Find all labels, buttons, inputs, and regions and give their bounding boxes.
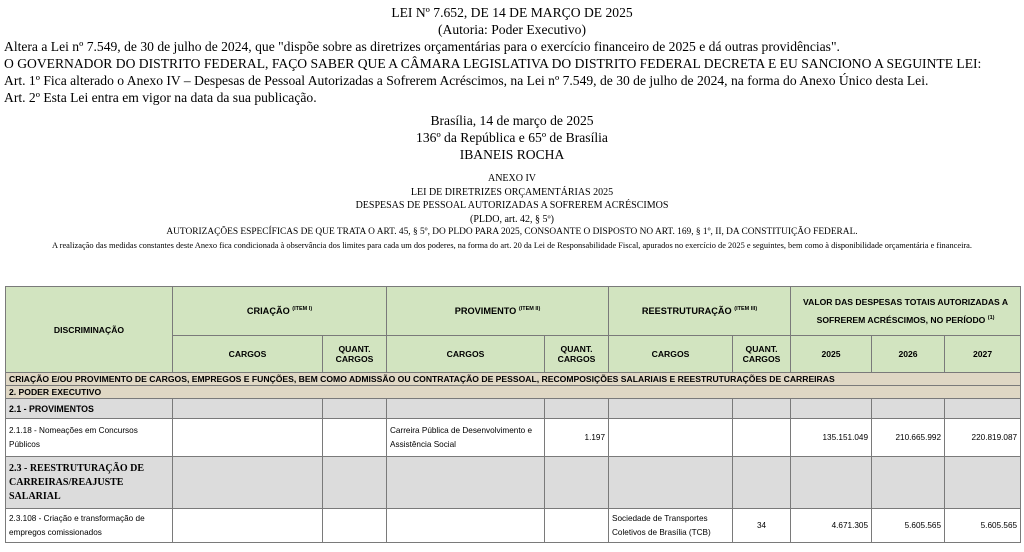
annex-header xyxy=(0,172,1024,240)
annex-title: ANEXO IV xyxy=(487,173,537,184)
header-valor-label: VALOR DAS DESPESAS TOTAIS AUTORIZADAS A SOFREREM ACRÉSCIMOS, NO PERÍODO xyxy=(803,297,1009,325)
header-valor xyxy=(791,287,1021,336)
row-2-1-18-provimento-cargo: Carreira Pública de Desenvolvimento e Assistência Social xyxy=(387,419,545,457)
header-reestruturacao-ref: (ITEM III) xyxy=(734,305,758,312)
row-2-3-108-value-2026: 5.605.565 xyxy=(872,509,945,543)
annex-subtitle-1: LEI DE DIRETRIZES ORÇAMENTÁRIAS 2025 xyxy=(410,186,614,198)
place-date: Brasília, 14 de março de 2025 xyxy=(430,113,594,128)
row-2-1-18-value-2027: 220.819.087 xyxy=(945,419,1021,457)
section-band: CRIAÇÃO E/OU PROVIMENTO DE CARGOS, EMPREGOS E FUNÇÕES, BEM COMO ADMISSÃO OU CONTRATAÇÃO DE PESSOAL, RECOMPOSIÇÕES SALARIAIS E REESTRUTURAÇÕES DE CARREIRAS xyxy=(6,373,1021,386)
row-2-3-108-value-2025: 4.671.305 xyxy=(791,509,872,543)
header-provimento-quant: QUANT. CARGOS xyxy=(545,336,609,373)
table-row xyxy=(6,509,1021,543)
law-title: LEI Nº 7.652, DE 14 DE MARÇO DE 2025 xyxy=(391,5,633,20)
row-2-1-18-value-2025: 135.151.049 xyxy=(791,419,872,457)
header-reestruturacao xyxy=(609,287,791,336)
provimentos-label: 2.1 - PROVIMENTOS xyxy=(6,399,173,419)
header-year-2027: 2027 xyxy=(945,336,1021,373)
expenses-table xyxy=(5,286,1021,543)
signer-name: IBANEIS ROCHA xyxy=(459,147,565,162)
annex-subtitle-2: DESPESAS DE PESSOAL AUTORIZADAS A SOFREREM ACRÉSCIMOS xyxy=(355,200,669,212)
reestruturacao-group-row xyxy=(6,457,1021,509)
table-header-row-1 xyxy=(6,287,1021,336)
header-reestruturacao-cargos: CARGOS xyxy=(609,336,733,373)
header-reestruturacao-label: REESTRUTURAÇÃO xyxy=(641,306,732,317)
header-criacao-quant: QUANT. CARGOS xyxy=(323,336,387,373)
row-2-3-108-reestruturacao-cargo: Sociedade de Transportes Coletivos de Brasília (TCB) xyxy=(609,509,733,543)
provimentos-row xyxy=(6,399,1021,419)
row-2-1-18-discriminacao: 2.1.18 - Nomeações em Concursos Públicos xyxy=(6,419,173,457)
poder-executivo-row xyxy=(6,386,1021,399)
header-criacao-cargos: CARGOS xyxy=(173,336,323,373)
header-criacao xyxy=(173,287,387,336)
header-provimento-cargos: CARGOS xyxy=(387,336,545,373)
row-2-3-108-value-2027: 5.605.565 xyxy=(945,509,1021,543)
law-article-2: Art. 2º Esta Lei entra em vigor na data da sua publicação. xyxy=(4,90,317,105)
republic-years: 136º da República e 65º de Brasília xyxy=(416,130,608,145)
law-ementa: Altera a Lei nº 7.549, de 30 de julho de 2024, que "dispõe sobre as diretrizes orçamentárias para o exercício financeiro de 2025 e dá outras providências". xyxy=(4,39,840,54)
table-row xyxy=(6,419,1021,457)
section-band-row xyxy=(6,373,1021,386)
row-2-3-108-reestruturacao-quant: 34 xyxy=(733,509,791,543)
law-preamble: O GOVERNADOR DO DISTRITO FEDERAL, FAÇO SABER QUE A CÂMARA LEGISLATIVA DO DISTRITO FEDERAL DECRETA E EU SANCIONO A SEGUINTE LEI: xyxy=(4,56,982,71)
poder-executivo-label: 2. PODER EXECUTIVO xyxy=(6,386,1021,399)
annex-authorizations: AUTORIZAÇÕES ESPECÍFICAS DE QUE TRATA O ART. 45, § 5º, DO PLDO PARA 2025, CONSOANTE O DISPOSTO NO ART. 169, § 1º, II, DA CONSTITUIÇÃO FEDERAL. xyxy=(166,227,858,238)
row-2-3-108-discriminacao: 2.3.108 - Criação e transformação de empregos comissionados xyxy=(6,509,173,543)
row-2-1-18-provimento-quant: 1.197 xyxy=(545,419,609,457)
header-provimento xyxy=(387,287,609,336)
reestruturacao-group-label: 2.3 - REESTRUTURAÇÃO DE CARREIRAS/REAJUSTE SALARIAL xyxy=(6,457,173,509)
header-year-2025: 2025 xyxy=(791,336,872,373)
annex-note: A realização das medidas constantes deste Anexo fica condicionada à observância dos limites para cada um dos poderes, na forma do art. 20 da Lei de Responsabilidade Fiscal, apurados no exercício de 2025 e seguintes, bem como à disponibilidade orçamentária e financeira. xyxy=(52,240,972,250)
header-discriminacao: DISCRIMINAÇÃO xyxy=(6,287,173,373)
header-year-2026: 2026 xyxy=(872,336,945,373)
header-reestruturacao-quant: QUANT. CARGOS xyxy=(733,336,791,373)
annex-reference: (PLDO, art. 42, § 5º) xyxy=(470,213,554,225)
law-article-1: Art. 1º Fica alterado o Anexo IV – Despesas de Pessoal Autorizadas a Sofrerem Acréscimos, na Lei nº 7.549, de 30 de julho de 2024, na forma do Anexo Único desta Lei. xyxy=(4,73,929,88)
header-valor-ref: (1) xyxy=(987,315,995,322)
header-criacao-label: CRIAÇÃO xyxy=(246,306,290,317)
header-provimento-label: PROVIMENTO xyxy=(454,306,517,317)
law-authorship: (Autoria: Poder Executivo) xyxy=(438,22,586,37)
header-criacao-ref: (ITEM I) xyxy=(292,305,313,312)
row-2-1-18-value-2026: 210.665.992 xyxy=(872,419,945,457)
header-provimento-ref: (ITEM II) xyxy=(518,305,541,312)
